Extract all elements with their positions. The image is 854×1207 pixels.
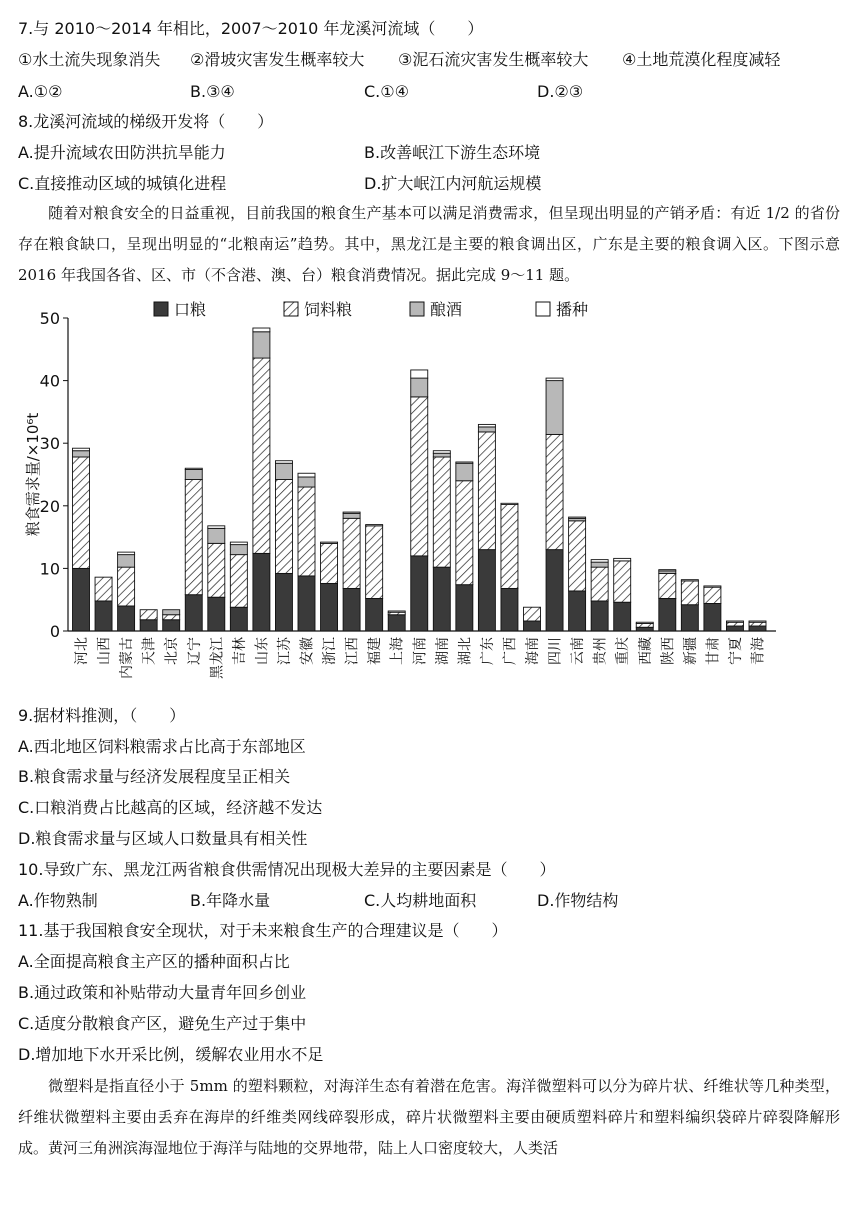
x-tick-label: 湖南	[434, 637, 451, 665]
bar-segment	[433, 453, 450, 457]
bar-segment	[704, 586, 721, 587]
q7-item-4: ④土地荒漠化程度减轻	[622, 50, 781, 69]
bar-segment	[681, 581, 698, 605]
bar-segment	[140, 610, 157, 620]
bar-segment	[636, 622, 653, 623]
q9-option-a: A.西北地区饲料粮需求占比高于东部地区	[18, 737, 306, 756]
bar-segment	[614, 602, 631, 631]
bar-segment	[118, 555, 135, 568]
x-tick-label: 广西	[502, 637, 519, 665]
bar-segment	[230, 607, 247, 631]
bar-segment	[614, 561, 631, 602]
material-microplastics-text: 微塑料是指直径小于 5mm 的塑料颗粒，对海洋生态有着潜在危害。海洋微塑料可以分为碎片状、纤维状等几种类型，纤维状微塑料主要由丢弃在海岸的纤维类网线碎裂形成，碎片状微塑料主要由硬质塑料碎片和塑料编织袋碎片碎裂降解形成。黄河三角洲滨海湿地位于海洋与陆地的交界地带，陆上人口密度较大，人类活	[18, 1077, 840, 1157]
material-grain-text: 随着对粮食安全的日益重视，目前我国的粮食生产基本可以满足消费需求，但呈现出明显的产销矛盾：有近 1/2 的省份存在粮食缺口，呈现出明显的“北粮南运”趋势。其中，黑龙江是主要的粮食调出区，广东是主要的粮食调入区。下图示意 2016 年我国各省、区、市（不含港、澳、台）粮食消费情况。据此完成 9～11 题。	[18, 204, 840, 284]
bar-segment	[636, 623, 653, 627]
bar-segment	[411, 370, 428, 378]
q8-option-b: B.改善岷江下游生态环境	[364, 143, 541, 162]
bar-segment	[726, 621, 743, 622]
q7-option-b: B.③④	[190, 82, 235, 101]
x-tick-label: 甘肃	[705, 637, 722, 665]
legend-swatch	[410, 302, 424, 316]
x-tick-label: 黑龙江	[209, 637, 226, 679]
bar-segment	[456, 481, 473, 585]
x-tick-label: 广东	[479, 637, 496, 665]
q11-option-c: C.适度分散粮食产区，避免生产过于集中	[18, 1014, 307, 1033]
bar-segment	[208, 526, 225, 529]
x-tick-label: 重庆	[615, 637, 632, 665]
x-tick-label: 宁夏	[727, 637, 744, 665]
bar-segment	[73, 568, 90, 631]
bar-segment	[569, 517, 586, 518]
y-tick-label: 50	[39, 309, 60, 328]
bar-segment	[298, 576, 315, 631]
q10-option-c: C.人均耕地面积	[364, 891, 477, 910]
bar-segment	[118, 567, 135, 606]
q8-option-c: C.直接推动区域的城镇化进程	[18, 174, 227, 193]
bar-segment	[659, 573, 676, 598]
x-tick-label: 上海	[389, 637, 406, 665]
bar-segment	[275, 461, 292, 464]
bar-segment	[749, 622, 766, 626]
q7-stem: 7.与 2010～2014 年相比，2007～2010 年龙溪河流域（ ）	[18, 19, 484, 38]
chart-legend	[154, 300, 588, 319]
q9-option-d: D.粮食需求量与区域人口数量具有相关性	[18, 829, 308, 848]
bar-segment	[275, 480, 292, 574]
bar-segment	[478, 424, 495, 427]
x-tick-label: 天津	[141, 637, 158, 665]
bar-segment	[185, 469, 202, 479]
bar-segment	[591, 601, 608, 631]
chart-bars	[73, 328, 767, 631]
legend-swatch	[284, 302, 298, 316]
bar-segment	[275, 573, 292, 631]
x-tick-label: 青海	[750, 637, 767, 665]
bar-segment	[208, 543, 225, 597]
q9-stem: 9.据材料推测，（ ）	[18, 706, 186, 725]
bar-segment	[118, 552, 135, 555]
x-tick-label: 浙江	[322, 637, 339, 665]
bar-segment	[636, 627, 653, 631]
bar-segment	[726, 626, 743, 631]
bar-segment	[433, 567, 450, 631]
legend-swatch	[154, 302, 168, 316]
bar-segment	[749, 621, 766, 622]
x-tick-label: 云南	[570, 637, 587, 665]
bar-segment	[185, 595, 202, 631]
legend-swatch	[536, 302, 550, 316]
bar-segment	[185, 468, 202, 469]
x-tick-label: 贵州	[592, 637, 609, 665]
bar-segment	[591, 562, 608, 567]
bar-segment	[681, 605, 698, 631]
bar-segment	[478, 427, 495, 432]
bar-segment	[704, 587, 721, 603]
legend-label: 口粮	[174, 300, 207, 319]
x-tick-label: 吉林	[231, 637, 248, 665]
bar-segment	[524, 607, 541, 621]
bar-segment	[343, 512, 360, 513]
x-tick-label: 四川	[547, 637, 564, 665]
q11-option-a: A.全面提高粮食主产区的播种面积占比	[18, 952, 290, 971]
x-tick-label: 陕西	[660, 637, 677, 665]
bar-segment	[569, 521, 586, 591]
bar-segment	[569, 591, 586, 631]
bar-segment	[501, 505, 518, 589]
bar-segment	[366, 525, 383, 526]
bar-segment	[163, 610, 180, 615]
bar-segment	[659, 570, 676, 571]
q10-stem: 10.导致广东、黑龙江两省粮食供需情况出现极大差异的主要因素是（ ）	[18, 860, 556, 879]
bar-segment	[366, 526, 383, 599]
bar-segment	[659, 598, 676, 631]
q7-item-1: ①水土流失现象消失	[18, 50, 161, 69]
grain-consumption-chart	[0, 290, 854, 700]
bar-segment	[253, 328, 270, 332]
bar-segment	[73, 448, 90, 451]
y-axis-label: 粮食需求量/×10⁶t	[24, 412, 42, 537]
y-tick-label: 30	[39, 434, 60, 454]
bar-segment	[366, 598, 383, 631]
bar-segment	[433, 457, 450, 567]
q11-stem: 11.基于我国粮食安全现状，对于未来粮食生产的合理建议是（ ）	[18, 921, 508, 940]
bar-segment	[163, 615, 180, 620]
legend-label: 酿酒	[430, 300, 463, 319]
bar-segment	[343, 518, 360, 588]
q9-option-c: C.口粮消费占比越高的区域，经济越不发达	[18, 798, 323, 817]
q10-option-a: A.作物熟制	[18, 891, 98, 910]
bar-segment	[95, 577, 112, 601]
bar-segment	[343, 588, 360, 631]
bar-segment	[163, 620, 180, 631]
bar-segment	[501, 503, 518, 504]
q8-option-d: D.扩大岷江内河航运规模	[364, 174, 542, 193]
bar-segment	[478, 432, 495, 550]
bar-segment	[321, 542, 338, 543]
q10-option-b: B.年降水量	[190, 891, 271, 910]
bar-segment	[73, 451, 90, 457]
bar-segment	[253, 358, 270, 553]
legend-label: 饲料粮	[304, 300, 353, 319]
x-tick-label: 安徽	[299, 637, 316, 665]
bar-segment	[411, 556, 428, 631]
bar-segment	[388, 611, 405, 612]
bar-segment	[614, 558, 631, 561]
x-tick-label: 河北	[74, 637, 90, 665]
x-tick-label: 河南	[412, 637, 429, 665]
x-tick-label: 湖北	[457, 637, 474, 665]
bar-segment	[275, 463, 292, 479]
bar-segment	[253, 332, 270, 358]
bar-segment	[411, 397, 428, 556]
bar-segment	[456, 585, 473, 631]
q7-option-c: C.①④	[364, 82, 409, 101]
bar-segment	[681, 580, 698, 581]
legend-label: 播种	[556, 300, 589, 319]
x-tick-label: 内蒙古	[119, 637, 136, 679]
q8-stem: 8.龙溪河流域的梯级开发将（ ）	[18, 112, 274, 131]
bar-segment	[298, 487, 315, 576]
bar-segment	[230, 542, 247, 545]
bar-segment	[388, 615, 405, 631]
bar-segment	[208, 528, 225, 543]
q7-option-a: A.①②	[18, 82, 63, 101]
bar-segment	[591, 567, 608, 601]
bar-segment	[546, 378, 563, 381]
y-tick-label: 20	[39, 496, 60, 516]
q7-item-2: ②滑坡灾害发生概率较大	[190, 50, 365, 69]
q8-option-a: A.提升流域农田防洪抗旱能力	[18, 143, 226, 162]
bar-segment	[456, 462, 473, 463]
chart-x-labels	[74, 636, 767, 679]
x-tick-label: 西藏	[637, 637, 654, 665]
bar-segment	[433, 451, 450, 454]
y-tick-label: 0	[49, 622, 60, 641]
bar-segment	[501, 588, 518, 631]
bar-segment	[208, 597, 225, 631]
material-paragraph-microplastics	[18, 1071, 840, 1164]
x-tick-label: 山东	[254, 637, 271, 665]
x-tick-label: 福建	[367, 637, 384, 665]
bar-segment	[230, 545, 247, 555]
bar-segment	[343, 513, 360, 518]
x-tick-label: 海南	[525, 637, 541, 665]
bar-segment	[546, 381, 563, 435]
bar-segment	[230, 555, 247, 608]
q10-option-d: D.作物结构	[537, 891, 619, 910]
x-tick-label: 江苏	[276, 637, 293, 665]
q11-option-b: B.通过政策和补贴带动大量青年回乡创业	[18, 983, 307, 1002]
bar-segment	[704, 603, 721, 631]
y-tick-label: 10	[39, 559, 60, 579]
bar-segment	[73, 457, 90, 568]
q7-option-d: D.②③	[537, 82, 584, 101]
bar-segment	[253, 553, 270, 631]
q9-option-b: B.粮食需求量与经济发展程度呈正相关	[18, 767, 291, 786]
x-tick-label: 北京	[164, 637, 181, 665]
bar-segment	[321, 543, 338, 583]
bar-segment	[456, 463, 473, 481]
x-tick-label: 新疆	[682, 637, 699, 665]
x-tick-label: 山西	[96, 637, 113, 665]
x-tick-label: 辽宁	[186, 637, 203, 665]
q7-item-3: ③泥石流灾害发生概率较大	[398, 50, 589, 69]
q11-option-d: D.增加地下水开采比例，缓解农业用水不足	[18, 1045, 324, 1064]
bar-segment	[298, 477, 315, 487]
bar-segment	[185, 480, 202, 595]
bar-segment	[749, 626, 766, 631]
y-tick-label: 40	[39, 371, 60, 391]
bar-segment	[478, 550, 495, 631]
bar-segment	[118, 606, 135, 631]
x-tick-label: 江西	[344, 637, 361, 665]
bar-segment	[546, 550, 563, 631]
bar-segment	[726, 622, 743, 626]
bar-segment	[298, 473, 315, 477]
bar-segment	[546, 434, 563, 549]
bar-segment	[524, 621, 541, 631]
bar-segment	[321, 583, 338, 631]
bar-segment	[95, 601, 112, 631]
bar-segment	[591, 560, 608, 563]
bar-segment	[411, 378, 428, 397]
material-paragraph-grain	[18, 198, 840, 291]
bar-segment	[140, 620, 157, 631]
